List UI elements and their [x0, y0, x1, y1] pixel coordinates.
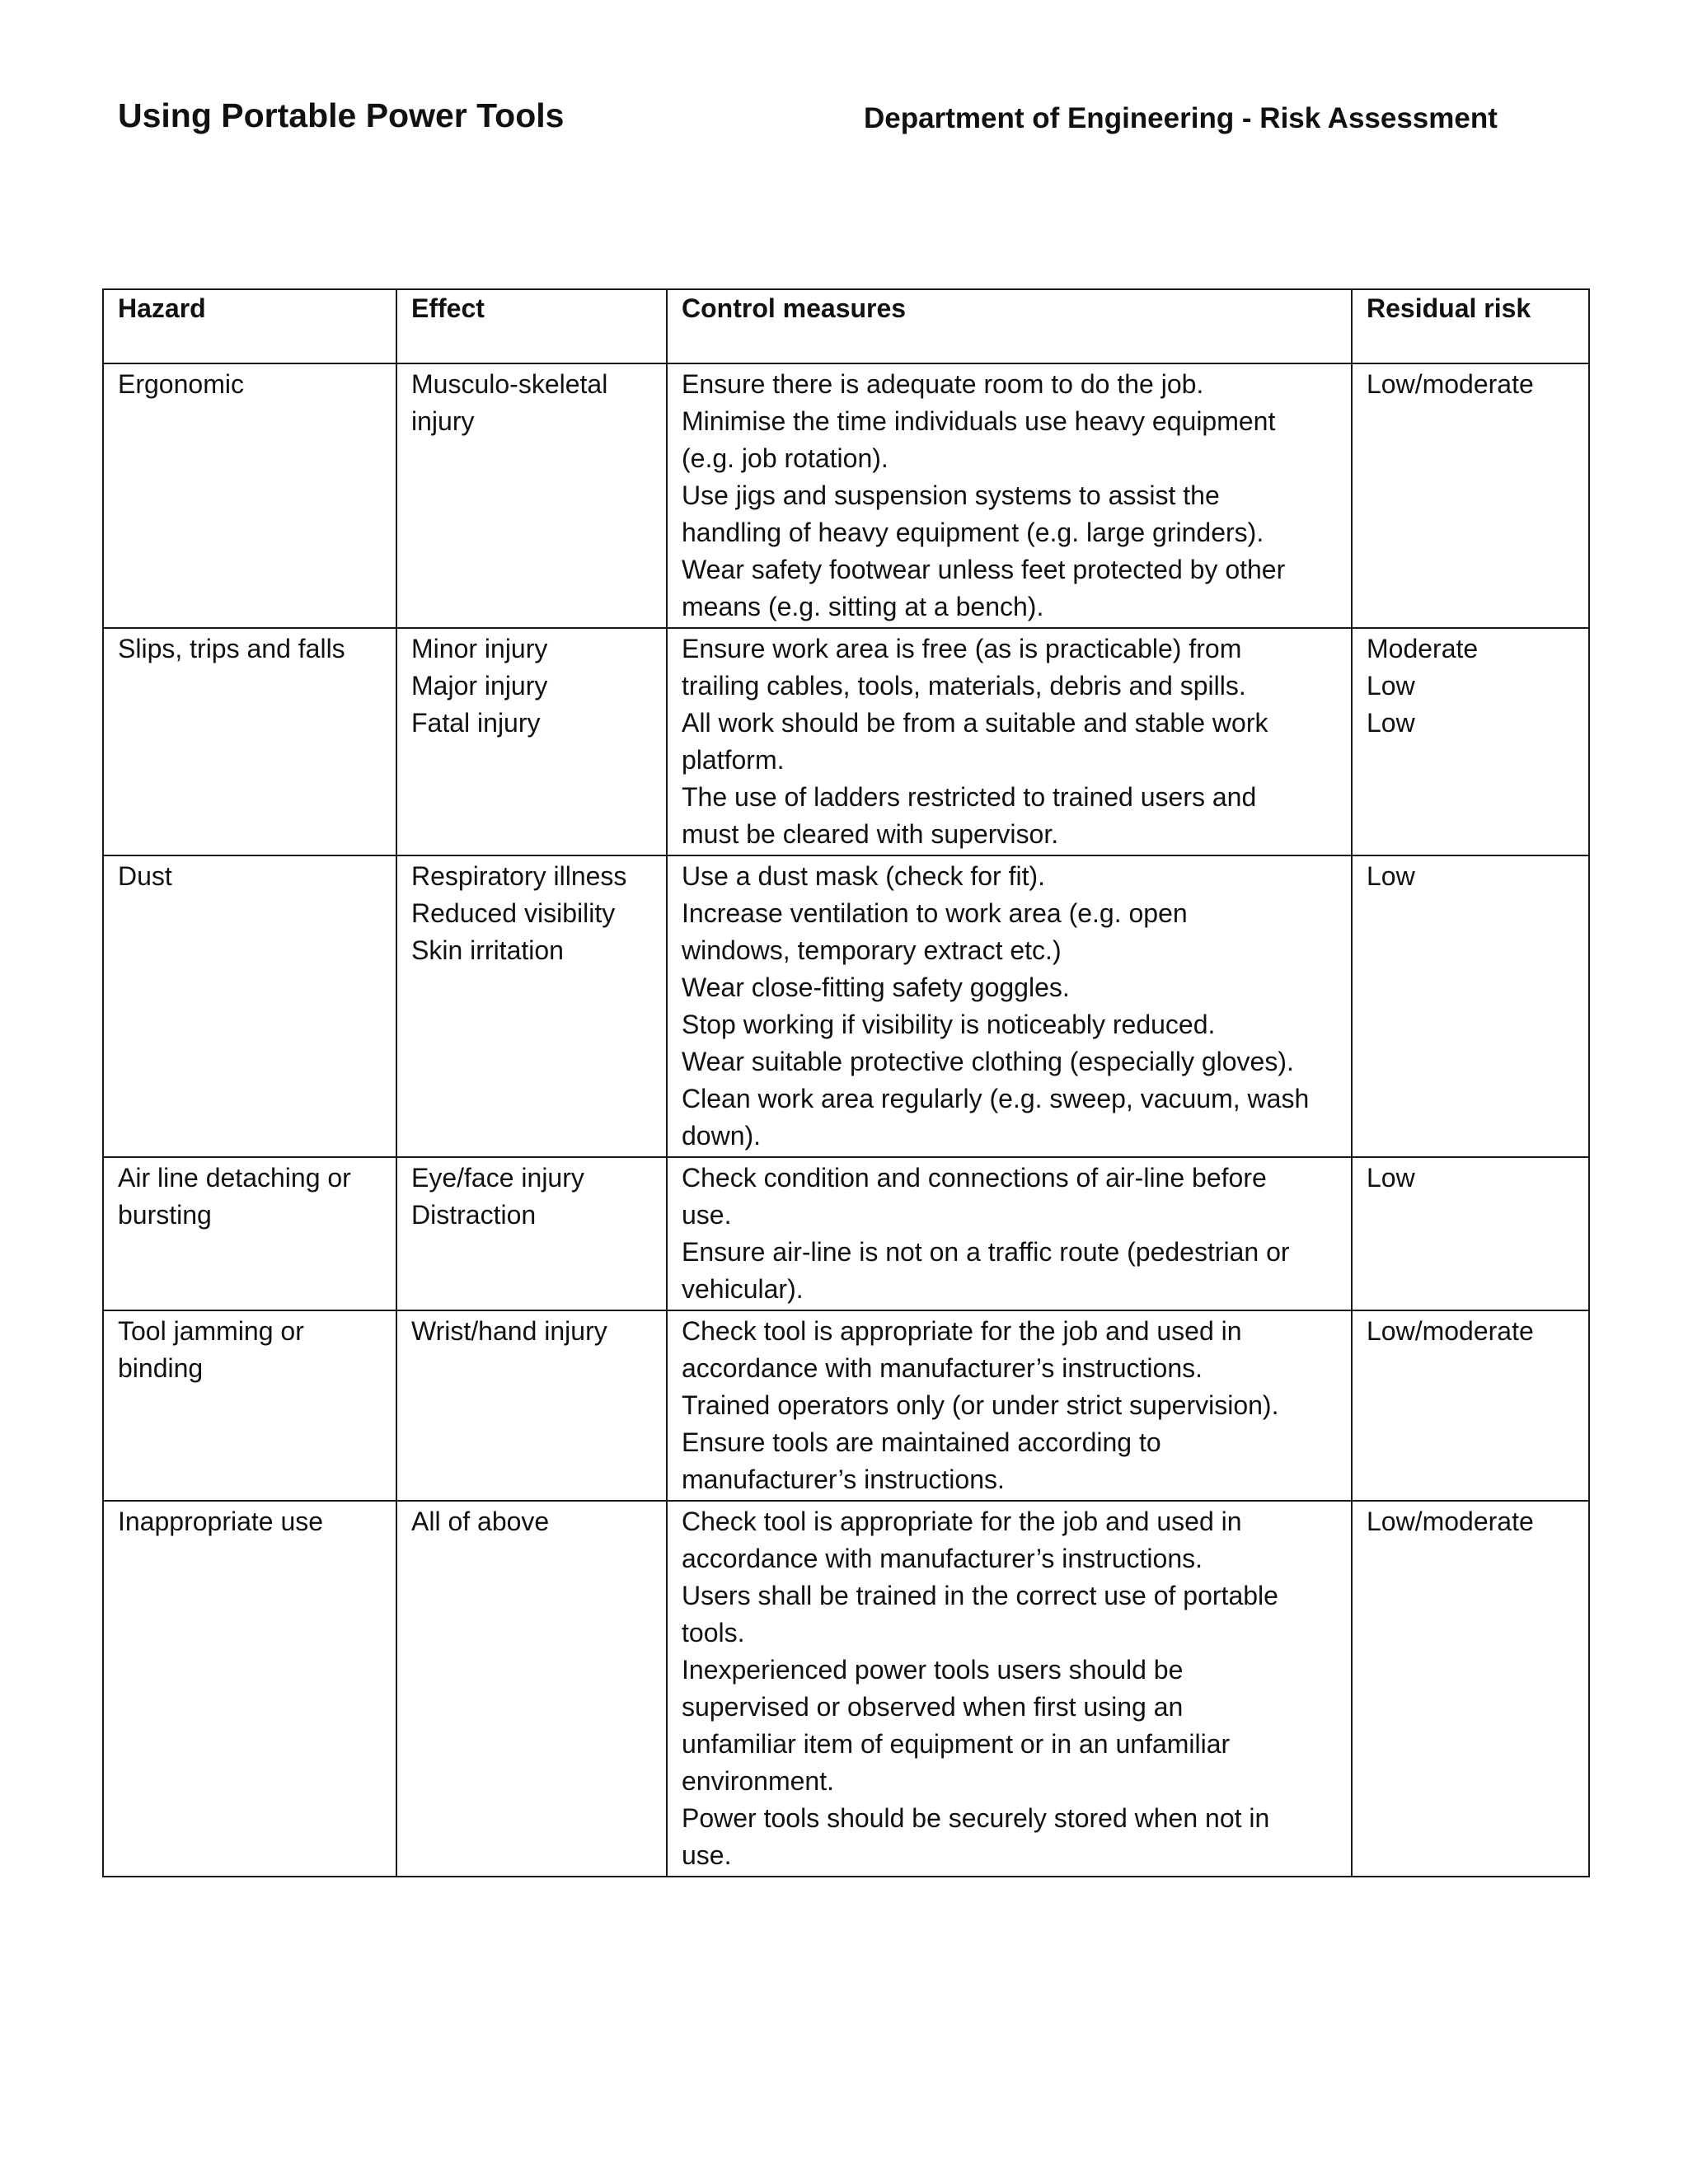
hazard-text-line: Dust [118, 861, 172, 891]
risk-text-line: Low [1367, 1163, 1415, 1193]
control-text-line: Ensure air-line is not on a traffic route (pedestrian or [682, 1237, 1290, 1267]
effect-text-line: All of above [411, 1507, 550, 1536]
hazard-text-line: Inappropriate use [118, 1507, 324, 1536]
column-header-control-measures: Control measures [667, 289, 1352, 363]
hazard-text-line: Ergonomic [118, 369, 244, 399]
control-text-line: trailing cables, tools, materials, debris and spills. [682, 671, 1246, 701]
control-text-line: environment. [682, 1766, 834, 1796]
control-text-line: Clean work area regularly (e.g. sweep, vacuum, wash [682, 1084, 1310, 1113]
effect-text-line: injury [411, 406, 475, 436]
hazard-text-line: bursting [118, 1200, 212, 1230]
effect-text-line: Eye/face injury [411, 1163, 584, 1193]
table-row [103, 363, 1589, 628]
control-measures-cell [667, 1157, 1352, 1310]
risk-assessment-table [102, 288, 1590, 1877]
effect-text-line: Distraction [411, 1200, 537, 1230]
effect-text-line: Skin irritation [411, 935, 564, 965]
effect-text-line: Musculo-skeletal [411, 369, 608, 399]
control-text-line: Wear safety footwear unless feet protected by other [682, 555, 1286, 584]
control-text-line: Inexperienced power tools users should be [682, 1655, 1184, 1685]
control-text-line: vehicular). [682, 1274, 804, 1304]
effect-text-line: Reduced visibility [411, 898, 616, 928]
risk-text-line: Low/moderate [1367, 1507, 1534, 1536]
control-text-line: Use jigs and suspension systems to assist the [682, 480, 1220, 510]
control-text-line: Minimise the time individuals use heavy equipment [682, 406, 1276, 436]
table-header-row [103, 289, 1589, 363]
risk-text-line: Low/moderate [1367, 1316, 1534, 1346]
residual-risk-cell [1352, 628, 1589, 855]
residual-risk-cell [1352, 1157, 1589, 1310]
hazard-cell [103, 1501, 396, 1877]
control-text-line: Trained operators only (or under strict supervision). [682, 1390, 1279, 1420]
residual-risk-cell [1352, 363, 1589, 628]
control-text-line: accordance with manufacturer’s instructions. [682, 1544, 1203, 1573]
hazard-text-line: Slips, trips and falls [118, 634, 345, 663]
control-text-line: Users shall be trained in the correct use of portable [682, 1581, 1278, 1610]
control-measures-cell [667, 363, 1352, 628]
hazard-cell [103, 1310, 396, 1501]
effect-text-line: Wrist/hand injury [411, 1316, 607, 1346]
page-title: Using Portable Power Tools [118, 96, 565, 134]
residual-risk-cell [1352, 1501, 1589, 1877]
hazard-text-line: Air line detaching or [118, 1163, 351, 1193]
control-text-line: Ensure tools are maintained according to [682, 1427, 1161, 1457]
effect-cell [396, 855, 667, 1157]
risk-text-line: Moderate [1367, 634, 1479, 663]
table-row [103, 628, 1589, 855]
control-text-line: (e.g. job rotation). [682, 443, 889, 473]
column-header-effect: Effect [396, 289, 667, 363]
risk-text-line: Low [1367, 671, 1415, 701]
control-text-line: down). [682, 1121, 762, 1151]
control-text-line: means (e.g. sitting at a bench). [682, 592, 1044, 621]
control-text-line: Check tool is appropriate for the job and used in [682, 1316, 1242, 1346]
column-header-residual-risk: Residual risk [1352, 289, 1589, 363]
control-text-line: accordance with manufacturer’s instructions. [682, 1353, 1203, 1383]
effect-cell [396, 1310, 667, 1501]
control-text-line: Wear close-fitting safety goggles. [682, 972, 1070, 1002]
control-text-line: use. [682, 1840, 732, 1870]
table-row [103, 1157, 1589, 1310]
hazard-cell [103, 1157, 396, 1310]
hazard-cell [103, 855, 396, 1157]
column-header-hazard: Hazard [103, 289, 396, 363]
effect-cell [396, 363, 667, 628]
control-text-line: Check tool is appropriate for the job and used in [682, 1507, 1242, 1536]
control-text-line: Ensure work area is free (as is practicable) from [682, 634, 1242, 663]
effect-cell [396, 1157, 667, 1310]
hazard-text-line: Tool jamming or [118, 1316, 304, 1346]
control-text-line: The use of ladders restricted to trained users and [682, 782, 1257, 812]
control-text-line: unfamiliar item of equipment or in an unfamiliar [682, 1729, 1231, 1759]
control-measures-cell [667, 628, 1352, 855]
control-text-line: Use a dust mask (check for fit). [682, 861, 1046, 891]
control-text-line: use. [682, 1200, 732, 1230]
control-measures-cell [667, 1501, 1352, 1877]
control-text-line: supervised or observed when first using an [682, 1692, 1184, 1722]
table-row [103, 1501, 1589, 1877]
control-text-line: handling of heavy equipment (e.g. large grinders). [682, 518, 1264, 547]
control-text-line: Check condition and connections of air-line before [682, 1163, 1267, 1193]
control-measures-cell [667, 1310, 1352, 1501]
control-text-line: Wear suitable protective clothing (especially gloves). [682, 1047, 1294, 1076]
hazard-cell [103, 628, 396, 855]
risk-text-line: Low [1367, 861, 1415, 891]
control-text-line: Increase ventilation to work area (e.g. open [682, 898, 1188, 928]
control-text-line: Stop working if visibility is noticeably reduced. [682, 1010, 1216, 1039]
control-text-line: tools. [682, 1618, 745, 1647]
control-text-line: All work should be from a suitable and stable work [682, 708, 1268, 738]
effect-text-line: Respiratory illness [411, 861, 627, 891]
table-row [103, 855, 1589, 1157]
control-text-line: Ensure there is adequate room to do the job. [682, 369, 1204, 399]
hazard-text-line: binding [118, 1353, 204, 1383]
effect-cell [396, 628, 667, 855]
risk-text-line: Low/moderate [1367, 369, 1534, 399]
control-text-line: windows, temporary extract etc.) [682, 935, 1062, 965]
effect-text-line: Major injury [411, 671, 548, 701]
control-text-line: must be cleared with supervisor. [682, 819, 1059, 849]
risk-text-line: Low [1367, 708, 1415, 738]
control-measures-cell [667, 855, 1352, 1157]
table-row [103, 1310, 1589, 1501]
control-text-line: manufacturer’s instructions. [682, 1465, 1005, 1494]
department-title: Department of Engineering - Risk Assessment [864, 102, 1498, 134]
effect-text-line: Minor injury [411, 634, 548, 663]
table-body [103, 363, 1589, 1877]
hazard-cell [103, 363, 396, 628]
residual-risk-cell [1352, 855, 1589, 1157]
control-text-line: platform. [682, 745, 785, 775]
effect-cell [396, 1501, 667, 1877]
effect-text-line: Fatal injury [411, 708, 541, 738]
control-text-line: Power tools should be securely stored when not in [682, 1803, 1270, 1833]
residual-risk-cell [1352, 1310, 1589, 1501]
